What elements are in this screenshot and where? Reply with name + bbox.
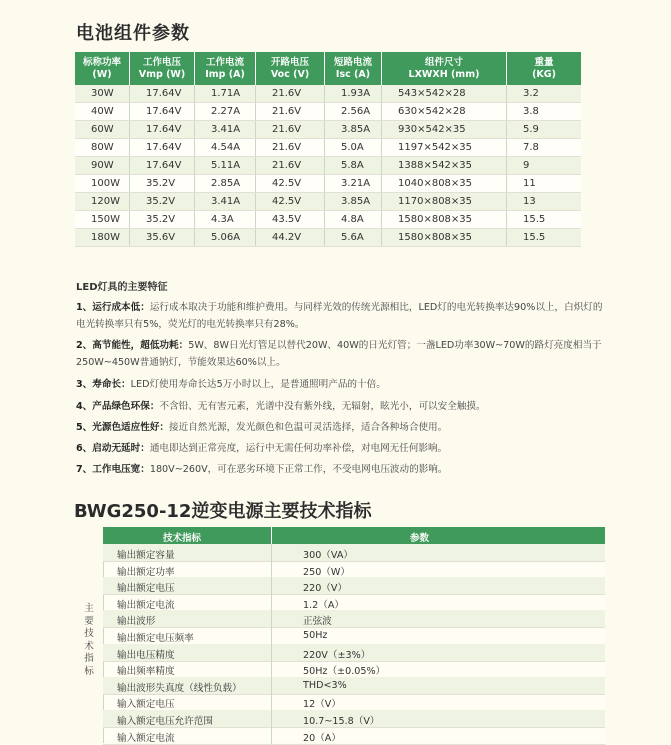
- table-cell: 630×542×28: [382, 103, 507, 121]
- table-cell: 150W: [75, 211, 130, 229]
- table-cell: 13: [507, 193, 582, 211]
- spec-row: [103, 693, 605, 711]
- spec-key: 输入额定电压: [117, 699, 175, 711]
- table-cell: 21.6V: [256, 103, 325, 121]
- table-cell: 21.6V: [256, 121, 325, 139]
- spec-key: 输出波形: [117, 616, 156, 628]
- side-label-cell: [75, 527, 104, 743]
- spec-row: [103, 677, 605, 695]
- spec-row: [103, 594, 605, 612]
- table-cell: 44.2V: [256, 229, 325, 247]
- table-cell: 3.85A: [325, 121, 382, 139]
- table-row: [75, 121, 581, 139]
- spec-value: 正弦波: [303, 616, 332, 628]
- table-cell: 1170×808×35: [382, 193, 507, 211]
- panel-table-header-row: [75, 52, 581, 85]
- feature-item: 1、运行成本低：运行成本取决于功能和维护费用。与同样光效的传统光源相比，LED灯的电光转换率达90%以上，白炽灯的电光转换率只有5%，荧光灯的电光转换率只有28%。: [76, 302, 603, 330]
- table-cell: 17.64V: [130, 85, 195, 103]
- spec-key: 输出额定电压频率: [117, 633, 194, 644]
- spec-key: 输出电压精度: [117, 649, 175, 661]
- spec-divider: [271, 710, 272, 727]
- spec-key: 输出额定电压: [117, 583, 175, 595]
- header-cell: 工作电流 Imp (A): [195, 52, 256, 85]
- spec-row: [103, 644, 605, 662]
- header-cell: 工作电压 Vmp (W): [130, 52, 195, 85]
- table-cell: 1580×808×35: [382, 211, 507, 229]
- table-row: [75, 157, 581, 175]
- spec-divider: [271, 610, 272, 627]
- spec-key: 输入额定电流: [117, 732, 175, 744]
- spec-row: [103, 627, 605, 645]
- table-cell: 5.6A: [325, 229, 382, 247]
- table-cell: 15.5: [507, 211, 582, 229]
- header-value: 参数: [410, 533, 430, 544]
- table-cell: 11: [507, 175, 582, 193]
- table-cell: 1580×808×35: [382, 229, 507, 247]
- spec-value: 50Hz（±0.05%）: [303, 666, 386, 678]
- table-row: [75, 211, 581, 229]
- feature-item: 4、产品绿色环保：不含铅、无有害元素，光谱中没有紫外线，无辐射，眩光小，可以安全触摸。: [76, 401, 486, 412]
- inverter-spec-table: [75, 527, 605, 743]
- spec-value: 50Hz: [303, 630, 328, 641]
- spec-key: 输出额定功率: [117, 566, 175, 578]
- table-cell: 3.41A: [195, 121, 256, 139]
- spec-value: THD<3%: [303, 679, 347, 691]
- table-cell: 42.5V: [256, 193, 325, 211]
- table-cell: 60W: [75, 121, 130, 139]
- header-cell: 重量 (KG): [507, 52, 582, 85]
- table-cell: 30W: [75, 85, 130, 103]
- spec-row: [103, 561, 605, 579]
- table-cell: 2.85A: [195, 175, 256, 193]
- table-cell: 4.54A: [195, 139, 256, 157]
- spec-value: 220（V）: [303, 583, 348, 595]
- table-cell: 42.5V: [256, 175, 325, 193]
- table-cell: 2.56A: [325, 103, 382, 121]
- header-cell: 短路电流 Isc (A): [325, 52, 382, 85]
- spec-divider: [271, 677, 272, 694]
- table-cell: 80W: [75, 139, 130, 157]
- table-cell: 3.2: [507, 85, 582, 103]
- table-cell: 1.93A: [325, 85, 382, 103]
- table-cell: 100W: [75, 175, 130, 193]
- table-cell: 15.5: [507, 229, 582, 247]
- table-row: [75, 139, 581, 157]
- table-cell: 1.71A: [195, 85, 256, 103]
- spec-divider: [271, 727, 272, 744]
- table-cell: 35.6V: [130, 229, 195, 247]
- side-label: 主要技术指标: [84, 603, 94, 677]
- table-cell: 4.3A: [195, 211, 256, 229]
- header-divider: [271, 527, 272, 544]
- table-cell: 3.21A: [325, 175, 382, 193]
- spec-key: 输入额定电压允许范围: [117, 716, 213, 727]
- spec-value: 300（VA）: [303, 550, 354, 561]
- table-cell: 17.64V: [130, 139, 195, 157]
- table-cell: 3.8: [507, 103, 582, 121]
- table-cell: 40W: [75, 103, 130, 121]
- table-cell: 180W: [75, 229, 130, 247]
- spec-row: [103, 660, 605, 678]
- table-cell: 543×542×28: [382, 85, 507, 103]
- spec-value: 10.7~15.8（V）: [303, 716, 380, 727]
- spec-row: [103, 610, 605, 628]
- table-cell: 21.6V: [256, 157, 325, 175]
- panel-table-body: [75, 85, 581, 247]
- table-cell: 35.2V: [130, 211, 195, 229]
- table-cell: 17.64V: [130, 157, 195, 175]
- table-cell: 7.8: [507, 139, 582, 157]
- spec-value: 20（A）: [303, 732, 341, 744]
- led-section-title: LED灯具的主要特征: [76, 282, 168, 293]
- spec-value: 220V（±3%）: [303, 649, 371, 661]
- spec-key: 输出频率精度: [117, 666, 175, 678]
- table-cell: 5.11A: [195, 157, 256, 175]
- spec-divider: [271, 660, 272, 677]
- spec-key: 输出波形失真度（线性负载）: [117, 682, 242, 694]
- spec-divider: [271, 561, 272, 578]
- panel-params-table: [75, 52, 581, 247]
- spec-divider: [271, 644, 272, 661]
- table-cell: 1388×542×35: [382, 157, 507, 175]
- spec-row: [103, 727, 605, 745]
- spec-divider: [271, 693, 272, 710]
- table-cell: 17.64V: [130, 103, 195, 121]
- table-cell: 9: [507, 157, 582, 175]
- table-cell: 930×542×35: [382, 121, 507, 139]
- table-cell: 35.2V: [130, 175, 195, 193]
- table-cell: 17.64V: [130, 121, 195, 139]
- inverter-section-title: BWG250-12逆变电源主要技术指标: [74, 501, 372, 522]
- inverter-table-header: [103, 527, 605, 544]
- spec-divider: [271, 627, 272, 644]
- table-cell: 43.5V: [256, 211, 325, 229]
- table-cell: 4.8A: [325, 211, 382, 229]
- feature-item: 6、启动无延时：通电即达到正常亮度，运行中无需任何功率补偿，对电网无任何影响。: [76, 443, 448, 454]
- spec-row: [103, 577, 605, 595]
- table-cell: 1040×808×35: [382, 175, 507, 193]
- spec-divider: [271, 577, 272, 594]
- header-key: 技术指标: [163, 533, 202, 544]
- table-cell: 120W: [75, 193, 130, 211]
- table-cell: 1197×542×35: [382, 139, 507, 157]
- table-row: [75, 193, 581, 211]
- spec-row: [103, 544, 605, 562]
- spec-value: 250（W）: [303, 566, 350, 578]
- table-cell: 21.6V: [256, 85, 325, 103]
- table-row: [75, 103, 581, 121]
- spec-divider: [271, 594, 272, 611]
- header-cell: 组件尺寸 LXWXH (mm): [382, 52, 507, 85]
- table-cell: 90W: [75, 157, 130, 175]
- spec-row: [103, 710, 605, 728]
- table-cell: 5.0A: [325, 139, 382, 157]
- table-row: [75, 85, 581, 103]
- table-row: [75, 175, 581, 193]
- header-cell: 开路电压 Voc (V): [256, 52, 325, 85]
- table-cell: 5.8A: [325, 157, 382, 175]
- feature-item: 5、光源色适应性好：接近自然光源，发光颜色和色温可灵活选择，适合各种场合使用。: [76, 422, 448, 433]
- table-cell: 5.06A: [195, 229, 256, 247]
- header-cell: 标称功率 (W): [75, 52, 130, 85]
- feature-item: 7、工作电压宽：180V~260V，可在恶劣环境下正常工作，不受电网电压波动的影响。: [76, 464, 448, 475]
- table-cell: 35.2V: [130, 193, 195, 211]
- feature-item: 2、高节能性，超低功耗：5W、8W日光灯管足以替代20W、40W的日光灯管；一盏LED功率30W~70W的路灯亮度相当于250W~450W普通钠灯，节能效果达60%以上。: [76, 340, 602, 368]
- table-cell: 3.41A: [195, 193, 256, 211]
- spec-key: 输出额定容量: [117, 550, 175, 561]
- panel-section-title: 电池组件参数: [76, 23, 190, 44]
- table-cell: 21.6V: [256, 139, 325, 157]
- feature-item: 3、寿命长：LED灯使用寿命长达5万小时以上，是普通照明产品的十倍。: [76, 379, 386, 390]
- table-row: [75, 229, 581, 247]
- table-cell: 5.9: [507, 121, 582, 139]
- table-cell: 3.85A: [325, 193, 382, 211]
- spec-key: 输出额定电流: [117, 599, 175, 611]
- spec-divider: [271, 544, 272, 561]
- table-cell: 2.27A: [195, 103, 256, 121]
- spec-value: 1.2（A）: [303, 599, 345, 611]
- spec-value: 12（V）: [303, 699, 341, 711]
